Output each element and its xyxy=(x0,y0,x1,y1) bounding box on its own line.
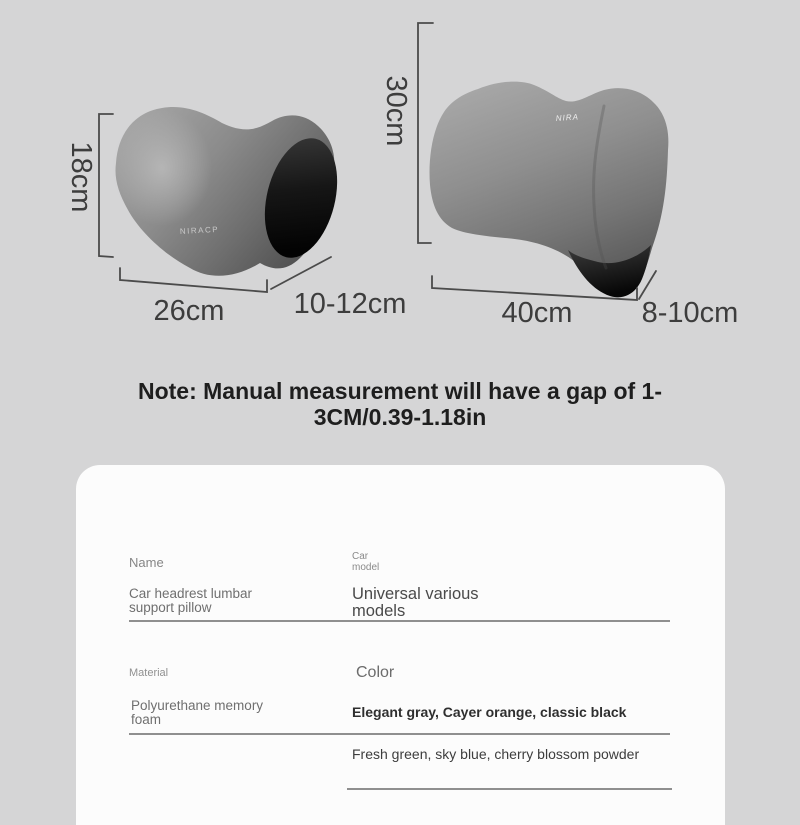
measurement-note xyxy=(0,378,800,430)
lumbar-brand-text: NIRA xyxy=(555,112,580,123)
lumbar-width-label: 40cm xyxy=(501,297,573,329)
spec-car-model-value: Universal various models xyxy=(352,585,479,620)
spec-name-value: Car headrest lumbar support pillow xyxy=(129,586,253,615)
spec-car-model-label: Car model xyxy=(352,551,380,573)
spec-divider-3 xyxy=(347,788,672,790)
headrest-pillow-illustration xyxy=(112,107,349,276)
spec-divider-2 xyxy=(129,733,670,735)
spec-color-label: Color xyxy=(356,664,395,681)
spec-name-label: Name xyxy=(129,555,164,570)
headrest-height-label: 18cm xyxy=(65,141,97,213)
spec-color-value-1: Elegant gray, Cayer orange, classic black xyxy=(352,704,627,720)
headrest-brand-text: NIRACP xyxy=(179,224,220,236)
spec-card xyxy=(76,465,725,825)
headrest-depth-label: 10-12cm xyxy=(293,288,407,320)
headrest-width-line xyxy=(120,268,267,292)
headrest-width-label: 26cm xyxy=(153,295,225,327)
spec-divider-1 xyxy=(129,620,670,622)
measurement-note-line1: Note: Manual measurement will have a gap of 1- xyxy=(137,378,662,404)
spec-material-value: Polyurethane memory foam xyxy=(131,698,264,727)
headrest-pillow-highlight xyxy=(112,110,212,226)
spec-material-label: Material xyxy=(129,667,169,679)
measurement-note-line2: 3CM/0.39-1.18in xyxy=(313,404,487,430)
lumbar-height-bracket xyxy=(418,23,433,243)
headrest-height-bracket xyxy=(99,114,113,257)
lumbar-height-label: 30cm xyxy=(380,75,412,147)
lumbar-pillow-illustration xyxy=(430,82,669,298)
spec-color-value-2: Fresh green, sky blue, cherry blossom powder xyxy=(352,746,640,762)
lumbar-depth-label: 8-10cm xyxy=(641,297,739,329)
